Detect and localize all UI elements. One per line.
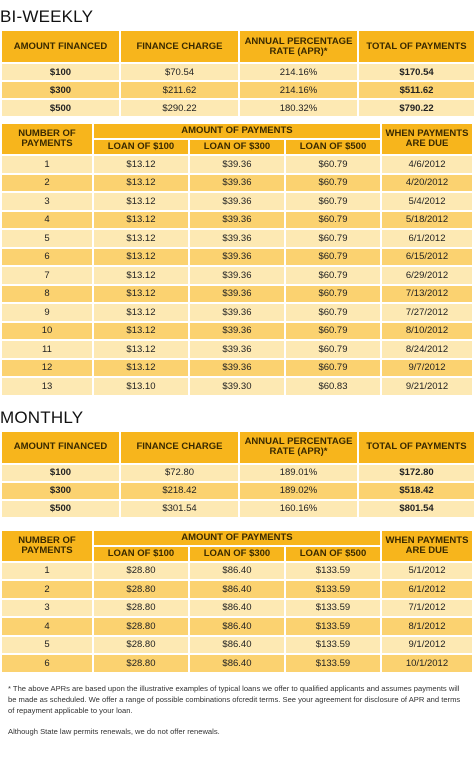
cell-loan-100: $28.80	[94, 637, 188, 654]
cell-loan-500: $60.79	[286, 304, 380, 321]
biweekly-section	[0, 8, 474, 397]
table-row	[2, 465, 474, 481]
cell-loan-500: $133.59	[286, 655, 380, 672]
cell-due-date: 7/27/2012	[382, 304, 472, 321]
cell-loan-500: $60.79	[286, 360, 380, 377]
table-row	[2, 563, 472, 580]
cell-loan-100: $28.80	[94, 618, 188, 635]
schedule-header-row	[2, 531, 472, 545]
cell-finance-charge: $218.42	[121, 483, 238, 499]
cell-due-date: 6/1/2012	[382, 581, 472, 598]
cell-payment-number: 6	[2, 655, 92, 672]
table-row	[2, 193, 472, 210]
cell-due-date: 6/15/2012	[382, 249, 472, 266]
cell-payment-number: 1	[2, 563, 92, 580]
cell-loan-300: $86.40	[190, 637, 284, 654]
cell-loan-300: $86.40	[190, 581, 284, 598]
table-row	[2, 360, 472, 377]
header-when-due: WHEN PAYMENTS ARE DUE	[382, 531, 472, 561]
header-loan-100: LOAN OF $100	[94, 547, 188, 561]
cell-total-payments: $511.62	[359, 82, 474, 98]
header-when-due: WHEN PAYMENTS ARE DUE	[382, 124, 472, 154]
cell-loan-300: $39.36	[190, 175, 284, 192]
cell-due-date: 9/21/2012	[382, 378, 472, 395]
table-row	[2, 637, 472, 654]
cell-apr: 180.32%	[240, 100, 357, 116]
cell-loan-500: $133.59	[286, 563, 380, 580]
cell-due-date: 8/1/2012	[382, 618, 472, 635]
cell-loan-300: $39.36	[190, 267, 284, 284]
cell-loan-100: $13.12	[94, 230, 188, 247]
cell-payment-number: 3	[2, 193, 92, 210]
cell-payment-number: 4	[2, 618, 92, 635]
cell-due-date: 9/1/2012	[382, 637, 472, 654]
cell-due-date: 8/24/2012	[382, 341, 472, 358]
cell-due-date: 5/18/2012	[382, 212, 472, 229]
summary-header-row	[2, 432, 474, 463]
cell-loan-300: $86.40	[190, 655, 284, 672]
cell-payment-number: 2	[2, 175, 92, 192]
cell-loan-500: $133.59	[286, 600, 380, 617]
cell-loan-100: $13.12	[94, 249, 188, 266]
header-amount-financed: AMOUNT FINANCED	[2, 31, 119, 62]
biweekly-schedule-table	[0, 122, 474, 397]
cell-loan-300: $39.36	[190, 156, 284, 173]
biweekly-summary-body	[2, 64, 474, 116]
cell-due-date: 6/29/2012	[382, 267, 472, 284]
monthly-schedule-body	[2, 563, 472, 672]
cell-loan-100: $13.12	[94, 304, 188, 321]
cell-loan-500: $60.83	[286, 378, 380, 395]
table-row	[2, 600, 472, 617]
cell-loan-300: $39.36	[190, 341, 284, 358]
cell-due-date: 5/4/2012	[382, 193, 472, 210]
cell-due-date: 7/1/2012	[382, 600, 472, 617]
cell-payment-number: 4	[2, 212, 92, 229]
summary-header-row	[2, 31, 474, 62]
table-row	[2, 286, 472, 303]
biweekly-summary-table	[0, 29, 474, 118]
header-loan-100: LOAN OF $100	[94, 140, 188, 154]
table-row	[2, 483, 474, 499]
schedule-header-row	[2, 124, 472, 138]
cell-loan-500: $133.59	[286, 581, 380, 598]
monthly-schedule-table	[0, 529, 474, 674]
cell-payment-number: 7	[2, 267, 92, 284]
table-row	[2, 341, 472, 358]
cell-loan-500: $60.79	[286, 323, 380, 340]
cell-finance-charge: $70.54	[121, 64, 238, 80]
table-row	[2, 378, 472, 395]
cell-loan-300: $39.36	[190, 230, 284, 247]
cell-loan-100: $13.10	[94, 378, 188, 395]
header-loan-500: LOAN OF $500	[286, 547, 380, 561]
cell-apr: 214.16%	[240, 82, 357, 98]
cell-loan-300: $86.40	[190, 600, 284, 617]
cell-finance-charge: $72.80	[121, 465, 238, 481]
cell-loan-500: $60.79	[286, 267, 380, 284]
cell-payment-number: 5	[2, 230, 92, 247]
cell-loan-100: $13.12	[94, 323, 188, 340]
header-number-of-payments: NUMBER OF PAYMENTS	[2, 531, 92, 561]
header-apr: ANNUAL PERCENTAGE RATE (APR)*	[240, 31, 357, 62]
table-row	[2, 267, 472, 284]
cell-payment-number: 6	[2, 249, 92, 266]
table-row	[2, 501, 474, 517]
cell-amount-financed: $100	[2, 64, 119, 80]
cell-due-date: 9/7/2012	[382, 360, 472, 377]
monthly-summary-body	[2, 465, 474, 517]
cell-loan-500: $60.79	[286, 230, 380, 247]
cell-loan-100: $13.12	[94, 360, 188, 377]
cell-total-payments: $790.22	[359, 100, 474, 116]
table-row	[2, 156, 472, 173]
cell-due-date: 4/6/2012	[382, 156, 472, 173]
table-row	[2, 655, 472, 672]
table-row	[2, 249, 472, 266]
cell-total-payments: $170.54	[359, 64, 474, 80]
cell-finance-charge: $290.22	[121, 100, 238, 116]
table-row	[2, 581, 472, 598]
cell-amount-financed: $500	[2, 100, 119, 116]
monthly-section	[0, 409, 474, 674]
biweekly-title: BI-WEEKLY	[0, 7, 94, 26]
cell-payment-number: 13	[2, 378, 92, 395]
cell-total-payments: $801.54	[359, 501, 474, 517]
cell-loan-300: $39.36	[190, 249, 284, 266]
monthly-summary-table	[0, 430, 474, 519]
header-apr: ANNUAL PERCENTAGE RATE (APR)*	[240, 432, 357, 463]
cell-loan-300: $86.40	[190, 563, 284, 580]
cell-due-date: 10/1/2012	[382, 655, 472, 672]
cell-loan-500: $60.79	[286, 212, 380, 229]
header-total-payments: TOTAL OF PAYMENTS	[359, 31, 474, 62]
cell-payment-number: 10	[2, 323, 92, 340]
cell-loan-100: $13.12	[94, 286, 188, 303]
cell-loan-500: $60.79	[286, 249, 380, 266]
cell-due-date: 5/1/2012	[382, 563, 472, 580]
cell-loan-300: $39.30	[190, 378, 284, 395]
cell-payment-number: 8	[2, 286, 92, 303]
cell-total-payments: $172.80	[359, 465, 474, 481]
cell-loan-100: $28.80	[94, 563, 188, 580]
cell-due-date: 6/1/2012	[382, 230, 472, 247]
cell-apr: 189.02%	[240, 483, 357, 499]
cell-due-date: 4/20/2012	[382, 175, 472, 192]
table-row	[2, 212, 472, 229]
footnotes	[0, 683, 474, 737]
cell-loan-300: $39.36	[190, 304, 284, 321]
cell-due-date: 7/13/2012	[382, 286, 472, 303]
cell-loan-300: $39.36	[190, 323, 284, 340]
header-loan-500: LOAN OF $500	[286, 140, 380, 154]
cell-loan-100: $13.12	[94, 212, 188, 229]
header-loan-300: LOAN OF $300	[190, 140, 284, 154]
table-row	[2, 618, 472, 635]
cell-payment-number: 1	[2, 156, 92, 173]
cell-loan-300: $39.36	[190, 193, 284, 210]
table-row	[2, 230, 472, 247]
cell-loan-500: $133.59	[286, 618, 380, 635]
header-finance-charge: FINANCE CHARGE	[121, 432, 238, 463]
cell-loan-100: $28.80	[94, 581, 188, 598]
cell-loan-500: $60.79	[286, 156, 380, 173]
cell-payment-number: 5	[2, 637, 92, 654]
biweekly-schedule-body	[2, 156, 472, 395]
cell-loan-500: $60.79	[286, 286, 380, 303]
table-row	[2, 100, 474, 116]
cell-loan-100: $28.80	[94, 655, 188, 672]
table-row	[2, 304, 472, 321]
cell-loan-500: $60.79	[286, 193, 380, 210]
cell-apr: 160.16%	[240, 501, 357, 517]
cell-payment-number: 12	[2, 360, 92, 377]
monthly-title: MONTHLY	[0, 407, 84, 427]
cell-amount-financed: $300	[2, 483, 119, 499]
cell-payment-number: 9	[2, 304, 92, 321]
table-row	[2, 82, 474, 98]
cell-loan-300: $39.36	[190, 286, 284, 303]
cell-loan-100: $13.12	[94, 175, 188, 192]
cell-amount-financed: $100	[2, 465, 119, 481]
header-finance-charge: FINANCE CHARGE	[121, 31, 238, 62]
header-amount-of-payments: AMOUNT OF PAYMENTS	[94, 124, 380, 138]
cell-due-date: 8/10/2012	[382, 323, 472, 340]
table-row	[2, 175, 472, 192]
cell-total-payments: $518.42	[359, 483, 474, 499]
header-amount-financed: AMOUNT FINANCED	[2, 432, 119, 463]
renewal-note: Although State law permits renewals, we do not offer renewals.	[8, 726, 220, 736]
cell-amount-financed: $500	[2, 501, 119, 517]
cell-loan-500: $60.79	[286, 341, 380, 358]
cell-apr: 189.01%	[240, 465, 357, 481]
cell-loan-500: $133.59	[286, 637, 380, 654]
cell-loan-300: $39.36	[190, 360, 284, 377]
cell-loan-300: $86.40	[190, 618, 284, 635]
cell-loan-100: $13.12	[94, 193, 188, 210]
table-row	[2, 64, 474, 80]
cell-amount-financed: $300	[2, 82, 119, 98]
cell-loan-100: $28.80	[94, 600, 188, 617]
cell-loan-100: $13.12	[94, 156, 188, 173]
header-total-payments: TOTAL OF PAYMENTS	[359, 432, 474, 463]
apr-footnote: * The above APRs are based upon the illustrative examples of typical loans we offer to qualified applicants and assumes payments will be made as scheduled. We offer a range of possible combinations ofcredit terms. See your agreement for disclosure of APR and terms of repayment applicable to your loan.	[8, 683, 461, 715]
header-loan-300: LOAN OF $300	[190, 547, 284, 561]
cell-loan-500: $60.79	[286, 175, 380, 192]
cell-loan-300: $39.36	[190, 212, 284, 229]
cell-finance-charge: $301.54	[121, 501, 238, 517]
cell-loan-100: $13.12	[94, 267, 188, 284]
cell-apr: 214.16%	[240, 64, 357, 80]
cell-finance-charge: $211.62	[121, 82, 238, 98]
header-number-of-payments: NUMBER OF PAYMENTS	[2, 124, 92, 154]
cell-payment-number: 3	[2, 600, 92, 617]
cell-loan-100: $13.12	[94, 341, 188, 358]
cell-payment-number: 11	[2, 341, 92, 358]
cell-payment-number: 2	[2, 581, 92, 598]
table-row	[2, 323, 472, 340]
header-amount-of-payments: AMOUNT OF PAYMENTS	[94, 531, 380, 545]
